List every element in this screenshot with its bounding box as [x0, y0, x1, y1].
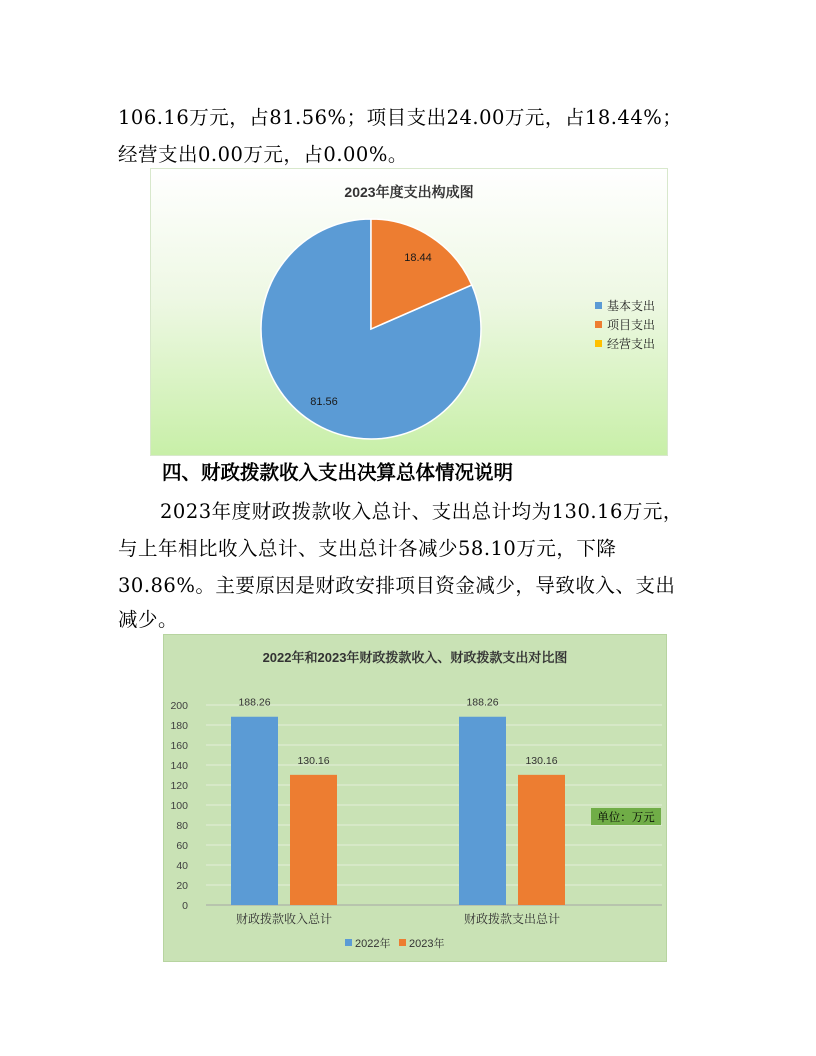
- y-tick-100: 100: [170, 800, 188, 812]
- intro-line-1: 106.16万元，占81.56%；项目支出24.00万元，占18.44%；: [118, 106, 683, 129]
- bar-2-2022年: [459, 717, 506, 905]
- intro-line-2: 经营支出0.00万元，占0.00%。: [118, 143, 408, 166]
- pie-data-label-2: 18.44: [404, 252, 432, 265]
- y-tick-160: 160: [170, 740, 188, 752]
- bar-value-label-2-2023年: 130.16: [525, 754, 558, 767]
- section-4-para-line-4: 减少。: [118, 608, 179, 631]
- section-4-para-line-3: 30.86%。主要原因是财政安排项目资金减少，导致收入、支出: [118, 574, 676, 597]
- pie-chart-canvas: [151, 169, 667, 455]
- section-4-para-line-1: 2023年度财政拨款收入总计、支出总计均为130.16万元，: [160, 500, 683, 523]
- pie-legend-swatch-2: [595, 321, 602, 328]
- unit-label: 单位：万元: [597, 812, 655, 824]
- y-tick-80: 80: [176, 820, 188, 832]
- section-4-para-line-2: 与上年相比收入总计、支出总计各减少58.10万元，下降: [118, 537, 617, 560]
- pie-legend-label-3: 经营支出: [607, 337, 656, 351]
- y-tick-120: 120: [170, 780, 188, 792]
- y-tick-0: 0: [182, 900, 188, 912]
- y-tick-40: 40: [176, 860, 188, 872]
- y-tick-20: 20: [176, 880, 188, 892]
- funding-comparison-bar-chart: [163, 634, 667, 962]
- section-4-heading: 四、财政拨款收入支出决算总体情况说明: [162, 461, 514, 484]
- x-category-label-1: 财政拨款收入总计: [235, 912, 333, 926]
- bar-value-label-2-2022年: 188.26: [466, 696, 499, 709]
- bar-1-2023年: [290, 775, 337, 905]
- bar-chart-canvas: [164, 635, 666, 961]
- bar-legend-swatch-1: [345, 939, 352, 946]
- bar-1-2022年: [231, 717, 278, 905]
- y-tick-200: 200: [170, 700, 188, 712]
- expenditure-pie-chart: [150, 168, 668, 456]
- y-tick-180: 180: [170, 720, 188, 732]
- x-category-label-2: 财政拨款支出总计: [463, 912, 561, 926]
- bar-legend-label-2: 2023年: [409, 938, 445, 950]
- y-tick-60: 60: [176, 840, 188, 852]
- pie-chart-title: 2023年度支出构成图: [344, 184, 474, 200]
- pie-legend-label-2: 项目支出: [607, 318, 656, 332]
- bar-value-label-1-2023年: 130.16: [297, 754, 330, 767]
- pie-data-label-1: 81.56: [310, 395, 338, 408]
- pie-legend-label-1: 基本支出: [607, 299, 656, 313]
- pie-legend-swatch-1: [595, 302, 602, 309]
- bar-value-label-1-2022年: 188.26: [238, 696, 271, 709]
- pie-legend-swatch-3: [595, 340, 602, 347]
- bar-legend-swatch-2: [399, 939, 406, 946]
- bar-2-2023年: [518, 775, 565, 905]
- y-tick-140: 140: [170, 760, 188, 772]
- bar-legend-label-1: 2022年: [355, 938, 391, 950]
- bar-chart-title: 2022年和2023年财政拨款收入、财政拨款支出对比图: [262, 650, 568, 665]
